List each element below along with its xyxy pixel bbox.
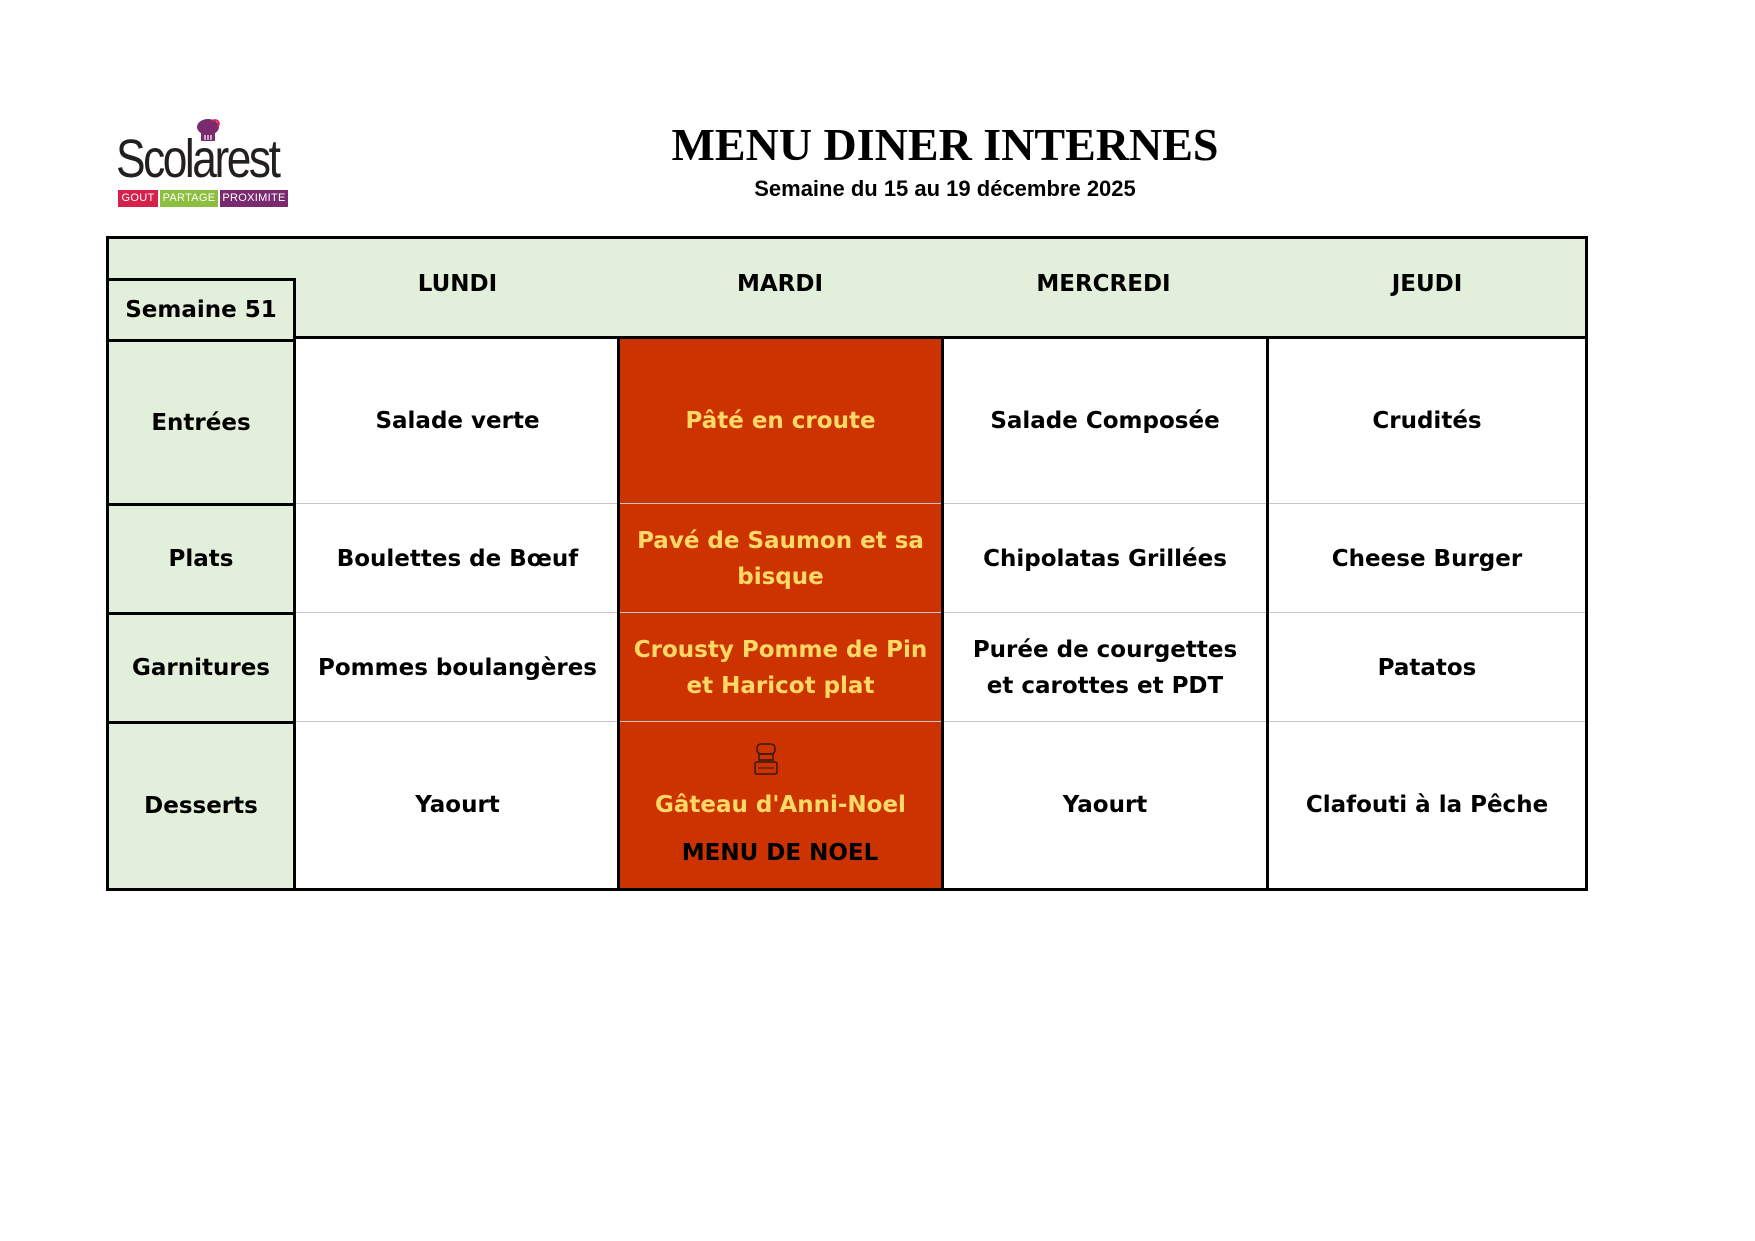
day-header-mardi: MARDI — [736, 271, 824, 297]
row-label-entrees: Entrées — [106, 339, 296, 506]
menu-cell: Purée de courgettes et carottes et PDT — [972, 636, 1238, 699]
day-header-jeudi: JEUDI — [1391, 271, 1463, 297]
menu-cell: Cheese Burger — [1331, 545, 1523, 572]
column-divider — [941, 336, 944, 891]
menu-cell-highlight: Gâteau d'Anni-Noel — [655, 792, 906, 818]
christmas-menu-note: MENU DE NOEL — [681, 840, 879, 866]
menu-cell: Pommes boulangères — [318, 654, 597, 681]
menu-cell: Crudités — [1372, 408, 1482, 434]
menu-cell-highlight: Crousty Pomme de Pin et Haricot plat — [633, 636, 928, 699]
menu-cell: Clafouti à la Pêche — [1305, 792, 1549, 818]
menu-cell: Chipolatas Grillées — [983, 545, 1227, 572]
row-label-desserts: Desserts — [106, 721, 296, 891]
menu-cell: Patatos — [1377, 654, 1477, 681]
logo-wordmark: Scolarest — [116, 129, 279, 189]
page-subtitle: Semaine du 15 au 19 décembre 2025 — [754, 176, 1136, 201]
day-header-mercredi: MERCREDI — [1036, 271, 1171, 297]
logo-tag-gout: GOUT — [118, 190, 158, 207]
row-label-garnitures: Garnitures — [106, 612, 296, 724]
menu-cell-highlight: Pavé de Saumon et sa bisque — [637, 527, 924, 590]
menu-table — [106, 236, 1588, 891]
logo-tag-proximite: PROXIMITE — [220, 190, 288, 207]
week-label: Semaine 51 — [125, 297, 277, 323]
bottom-divider — [296, 888, 1585, 891]
page-title: MENU DINER INTERNES — [671, 119, 1219, 170]
week-label-cell — [106, 278, 296, 342]
menu-cell: Boulettes de Bœuf — [336, 545, 579, 572]
menu-cell-highlight: Pâté en croute — [685, 408, 876, 434]
row-label-plats: Plats — [106, 503, 296, 615]
column-divider — [1266, 336, 1269, 891]
cake-icon — [750, 740, 782, 780]
menu-cell: Salade verte — [375, 408, 540, 434]
menu-cell: Salade Composée — [990, 408, 1220, 434]
day-header-lundi: LUNDI — [417, 271, 498, 297]
menu-cell: Yaourt — [415, 792, 500, 818]
column-divider — [617, 336, 620, 891]
logo-tag-partage: PARTAGE — [160, 190, 218, 207]
menu-cell: Yaourt — [1062, 792, 1148, 818]
